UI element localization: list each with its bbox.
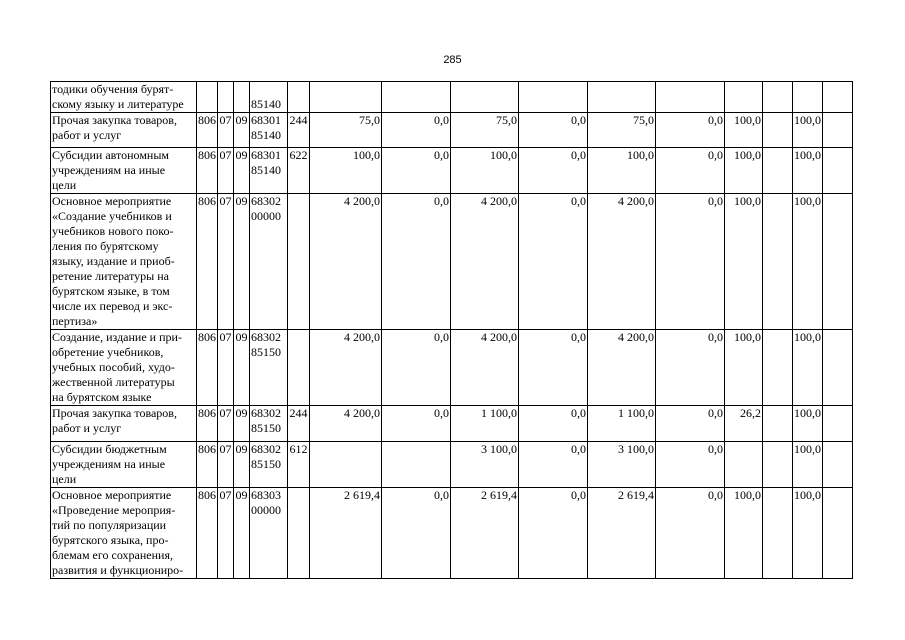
value-cell-v2 <box>382 82 451 113</box>
value-cell-v9: 100,0 <box>793 113 823 148</box>
csr-code-line: 68301 <box>251 148 281 162</box>
item-name-line: Субсидии автономным <box>52 148 169 162</box>
empty-cell <box>823 330 853 406</box>
value-cell-v2: 0,0 <box>382 194 451 330</box>
item-name-cell <box>51 194 197 330</box>
item-name-cell <box>51 113 197 148</box>
item-name-line: скому языку и литературе <box>52 97 184 111</box>
value-cell-v7: 100,0 <box>725 488 763 579</box>
value-cell-v4: 0,0 <box>519 330 588 406</box>
value-cell-v8 <box>763 113 793 148</box>
value-cell-v2: 0,0 <box>382 148 451 194</box>
rz-code-cell <box>218 82 234 113</box>
value-cell-v4: 0,0 <box>519 442 588 488</box>
vr-code-cell: 244 <box>288 406 310 442</box>
value-cell-v3 <box>451 82 519 113</box>
empty-cell <box>823 148 853 194</box>
vr-code-cell <box>288 194 310 330</box>
table-row <box>51 194 853 330</box>
empty-cell <box>823 442 853 488</box>
value-cell-v4: 0,0 <box>519 113 588 148</box>
value-cell-v4: 0,0 <box>519 406 588 442</box>
rz-code-cell: 07 <box>218 406 234 442</box>
value-cell-v6: 0,0 <box>656 148 725 194</box>
csr-code-line: 68301 <box>251 113 281 127</box>
value-cell-v9: 100,0 <box>793 406 823 442</box>
csr-code-cell <box>250 406 288 442</box>
value-cell-v1: 2 619,4 <box>310 488 382 579</box>
pr-code-cell <box>234 82 250 113</box>
value-cell-v3: 3 100,0 <box>451 442 519 488</box>
value-cell-v6: 0,0 <box>656 194 725 330</box>
csr-code-cell <box>250 82 288 113</box>
value-cell-v1: 4 200,0 <box>310 194 382 330</box>
csr-code-cell <box>250 113 288 148</box>
item-name-line: тий по популяризации <box>52 518 167 532</box>
item-name-line: учебников нового поко- <box>52 224 174 238</box>
csr-code-line <box>251 82 286 97</box>
item-name-line: обретение учебников, <box>52 345 164 359</box>
table-row <box>51 113 853 148</box>
value-cell-v4: 0,0 <box>519 488 588 579</box>
value-cell-v8 <box>763 148 793 194</box>
value-cell-v5: 75,0 <box>588 113 656 148</box>
item-name-line: учреждениям на иные <box>52 457 166 471</box>
item-name-line: работ и услуг <box>52 128 122 142</box>
value-cell-v1 <box>310 82 382 113</box>
csr-code-cell <box>250 442 288 488</box>
item-name-line: Прочая закупка товаров, <box>52 113 177 127</box>
item-name-line: цели <box>52 472 77 486</box>
value-cell-v7: 100,0 <box>725 194 763 330</box>
item-name-line: развития и функциониро- <box>52 563 184 577</box>
item-name-line: Субсидии бюджетным <box>52 442 167 456</box>
value-cell-v9 <box>793 82 823 113</box>
value-cell-v9: 100,0 <box>793 488 823 579</box>
csr-code-line: 85140 <box>251 163 281 177</box>
item-name-cell <box>51 406 197 442</box>
value-cell-v8 <box>763 330 793 406</box>
csr-code-line: 00000 <box>251 503 281 517</box>
pr-code-cell: 09 <box>234 113 250 148</box>
item-name-line: на бурятском языке <box>52 390 152 404</box>
item-name-cell <box>51 148 197 194</box>
rz-code-cell: 07 <box>218 442 234 488</box>
table-body <box>51 82 853 579</box>
value-cell-v8 <box>763 82 793 113</box>
page-number: 285 <box>443 54 462 66</box>
value-cell-v2: 0,0 <box>382 113 451 148</box>
item-name-line: «Проведение мероприя- <box>52 503 176 517</box>
vr-code-cell: 244 <box>288 113 310 148</box>
value-cell-v3: 75,0 <box>451 113 519 148</box>
item-name-line: Основное мероприятие <box>52 194 172 208</box>
empty-cell <box>823 82 853 113</box>
item-name-line: числе их перевод и экс- <box>52 299 173 313</box>
value-cell-v3: 2 619,4 <box>451 488 519 579</box>
csr-code-cell <box>250 488 288 579</box>
value-cell-v9: 100,0 <box>793 442 823 488</box>
value-cell-v5: 4 200,0 <box>588 194 656 330</box>
value-cell-v7: 100,0 <box>725 113 763 148</box>
rz-code-cell: 07 <box>218 488 234 579</box>
item-name-line: блемам его сохранения, <box>52 548 173 562</box>
csr-code-line: 85150 <box>251 421 281 435</box>
value-cell-v7: 26,2 <box>725 406 763 442</box>
item-name-line: учебных пособий, худо- <box>52 360 175 374</box>
rz-code-cell: 07 <box>218 113 234 148</box>
value-cell-v7: 100,0 <box>725 330 763 406</box>
value-cell-v2: 0,0 <box>382 406 451 442</box>
value-cell-v5: 2 619,4 <box>588 488 656 579</box>
csr-code-line: 85140 <box>251 97 281 111</box>
value-cell-v2 <box>382 442 451 488</box>
item-name-line: бурятского языка, про- <box>52 533 169 547</box>
value-cell-v6 <box>656 82 725 113</box>
item-name-line: ления по бурятскому <box>52 239 159 253</box>
value-cell-v3: 4 200,0 <box>451 194 519 330</box>
value-cell-v5: 100,0 <box>588 148 656 194</box>
gr-code-cell: 806 <box>197 330 218 406</box>
value-cell-v8 <box>763 194 793 330</box>
value-cell-v4: 0,0 <box>519 194 588 330</box>
item-name-cell <box>51 488 197 579</box>
csr-code-cell <box>250 330 288 406</box>
vr-code-cell <box>288 330 310 406</box>
item-name-line: ретение литературы на <box>52 269 169 283</box>
value-cell-v8 <box>763 406 793 442</box>
gr-code-cell: 806 <box>197 113 218 148</box>
rz-code-cell: 07 <box>218 330 234 406</box>
empty-cell <box>823 113 853 148</box>
vr-code-cell: 622 <box>288 148 310 194</box>
gr-code-cell <box>197 82 218 113</box>
table-row <box>51 442 853 488</box>
item-name-line: Основное мероприятие <box>52 488 172 502</box>
item-name-line: пертиза» <box>52 314 98 328</box>
rz-code-cell: 07 <box>218 148 234 194</box>
vr-code-cell <box>288 82 310 113</box>
value-cell-v1: 75,0 <box>310 113 382 148</box>
table-row <box>51 406 853 442</box>
table-row <box>51 488 853 579</box>
value-cell-v6: 0,0 <box>656 488 725 579</box>
item-name-line: языку, издание и приоб- <box>52 254 175 268</box>
csr-code-cell <box>250 148 288 194</box>
value-cell-v6: 0,0 <box>656 442 725 488</box>
pr-code-cell: 09 <box>234 330 250 406</box>
gr-code-cell: 806 <box>197 194 218 330</box>
item-name-line: Прочая закупка товаров, <box>52 406 177 420</box>
value-cell-v5: 4 200,0 <box>588 330 656 406</box>
item-name-line: бурятском языке, в том <box>52 284 170 298</box>
value-cell-v3: 1 100,0 <box>451 406 519 442</box>
item-name-line: цели <box>52 178 77 192</box>
value-cell-v8 <box>763 442 793 488</box>
value-cell-v6: 0,0 <box>656 113 725 148</box>
gr-code-cell: 806 <box>197 488 218 579</box>
value-cell-v1 <box>310 442 382 488</box>
value-cell-v5: 3 100,0 <box>588 442 656 488</box>
value-cell-v3: 4 200,0 <box>451 330 519 406</box>
item-name-line: жественной литературы <box>52 375 175 389</box>
csr-code-cell <box>250 194 288 330</box>
empty-cell <box>823 488 853 579</box>
table-row <box>51 330 853 406</box>
pr-code-cell: 09 <box>234 148 250 194</box>
pr-code-cell: 09 <box>234 488 250 579</box>
value-cell-v2: 0,0 <box>382 330 451 406</box>
empty-cell <box>823 406 853 442</box>
item-name-cell <box>51 330 197 406</box>
value-cell-v5 <box>588 82 656 113</box>
value-cell-v9: 100,0 <box>793 148 823 194</box>
csr-code-line: 85150 <box>251 345 281 359</box>
csr-code-line: 68302 <box>251 406 281 420</box>
pr-code-cell: 09 <box>234 194 250 330</box>
pr-code-cell: 09 <box>234 442 250 488</box>
value-cell-v1: 4 200,0 <box>310 330 382 406</box>
value-cell-v7: 100,0 <box>725 148 763 194</box>
item-name-line: Создание, издание и при- <box>52 330 182 344</box>
vr-code-cell: 612 <box>288 442 310 488</box>
item-name-cell <box>51 82 197 113</box>
value-cell-v4 <box>519 82 588 113</box>
value-cell-v9: 100,0 <box>793 194 823 330</box>
csr-code-line: 68302 <box>251 442 281 456</box>
value-cell-v1: 100,0 <box>310 148 382 194</box>
value-cell-v9: 100,0 <box>793 330 823 406</box>
item-name-line: тодики обучения бурят- <box>52 82 174 96</box>
item-name-line: «Создание учебников и <box>52 209 172 223</box>
gr-code-cell: 806 <box>197 442 218 488</box>
value-cell-v1: 4 200,0 <box>310 406 382 442</box>
item-name-line: работ и услуг <box>52 421 122 435</box>
gr-code-cell: 806 <box>197 406 218 442</box>
table-row <box>51 82 853 113</box>
value-cell-v3: 100,0 <box>451 148 519 194</box>
table-row <box>51 148 853 194</box>
value-cell-v2: 0,0 <box>382 488 451 579</box>
value-cell-v5: 1 100,0 <box>588 406 656 442</box>
value-cell-v4: 0,0 <box>519 148 588 194</box>
csr-code-line: 00000 <box>251 209 281 223</box>
value-cell-v7 <box>725 82 763 113</box>
rz-code-cell: 07 <box>218 194 234 330</box>
pr-code-cell: 09 <box>234 406 250 442</box>
gr-code-cell: 806 <box>197 148 218 194</box>
value-cell-v8 <box>763 488 793 579</box>
csr-code-line: 85150 <box>251 457 281 471</box>
csr-code-line: 68302 <box>251 330 281 344</box>
csr-code-line: 85140 <box>251 128 281 142</box>
value-cell-v7 <box>725 442 763 488</box>
item-name-line: учреждениям на иные <box>52 163 166 177</box>
value-cell-v6: 0,0 <box>656 406 725 442</box>
vr-code-cell <box>288 488 310 579</box>
csr-code-line: 68303 <box>251 488 281 502</box>
value-cell-v6: 0,0 <box>656 330 725 406</box>
item-name-cell <box>51 442 197 488</box>
csr-code-line: 68302 <box>251 194 281 208</box>
budget-table <box>50 81 853 579</box>
empty-cell <box>823 194 853 330</box>
